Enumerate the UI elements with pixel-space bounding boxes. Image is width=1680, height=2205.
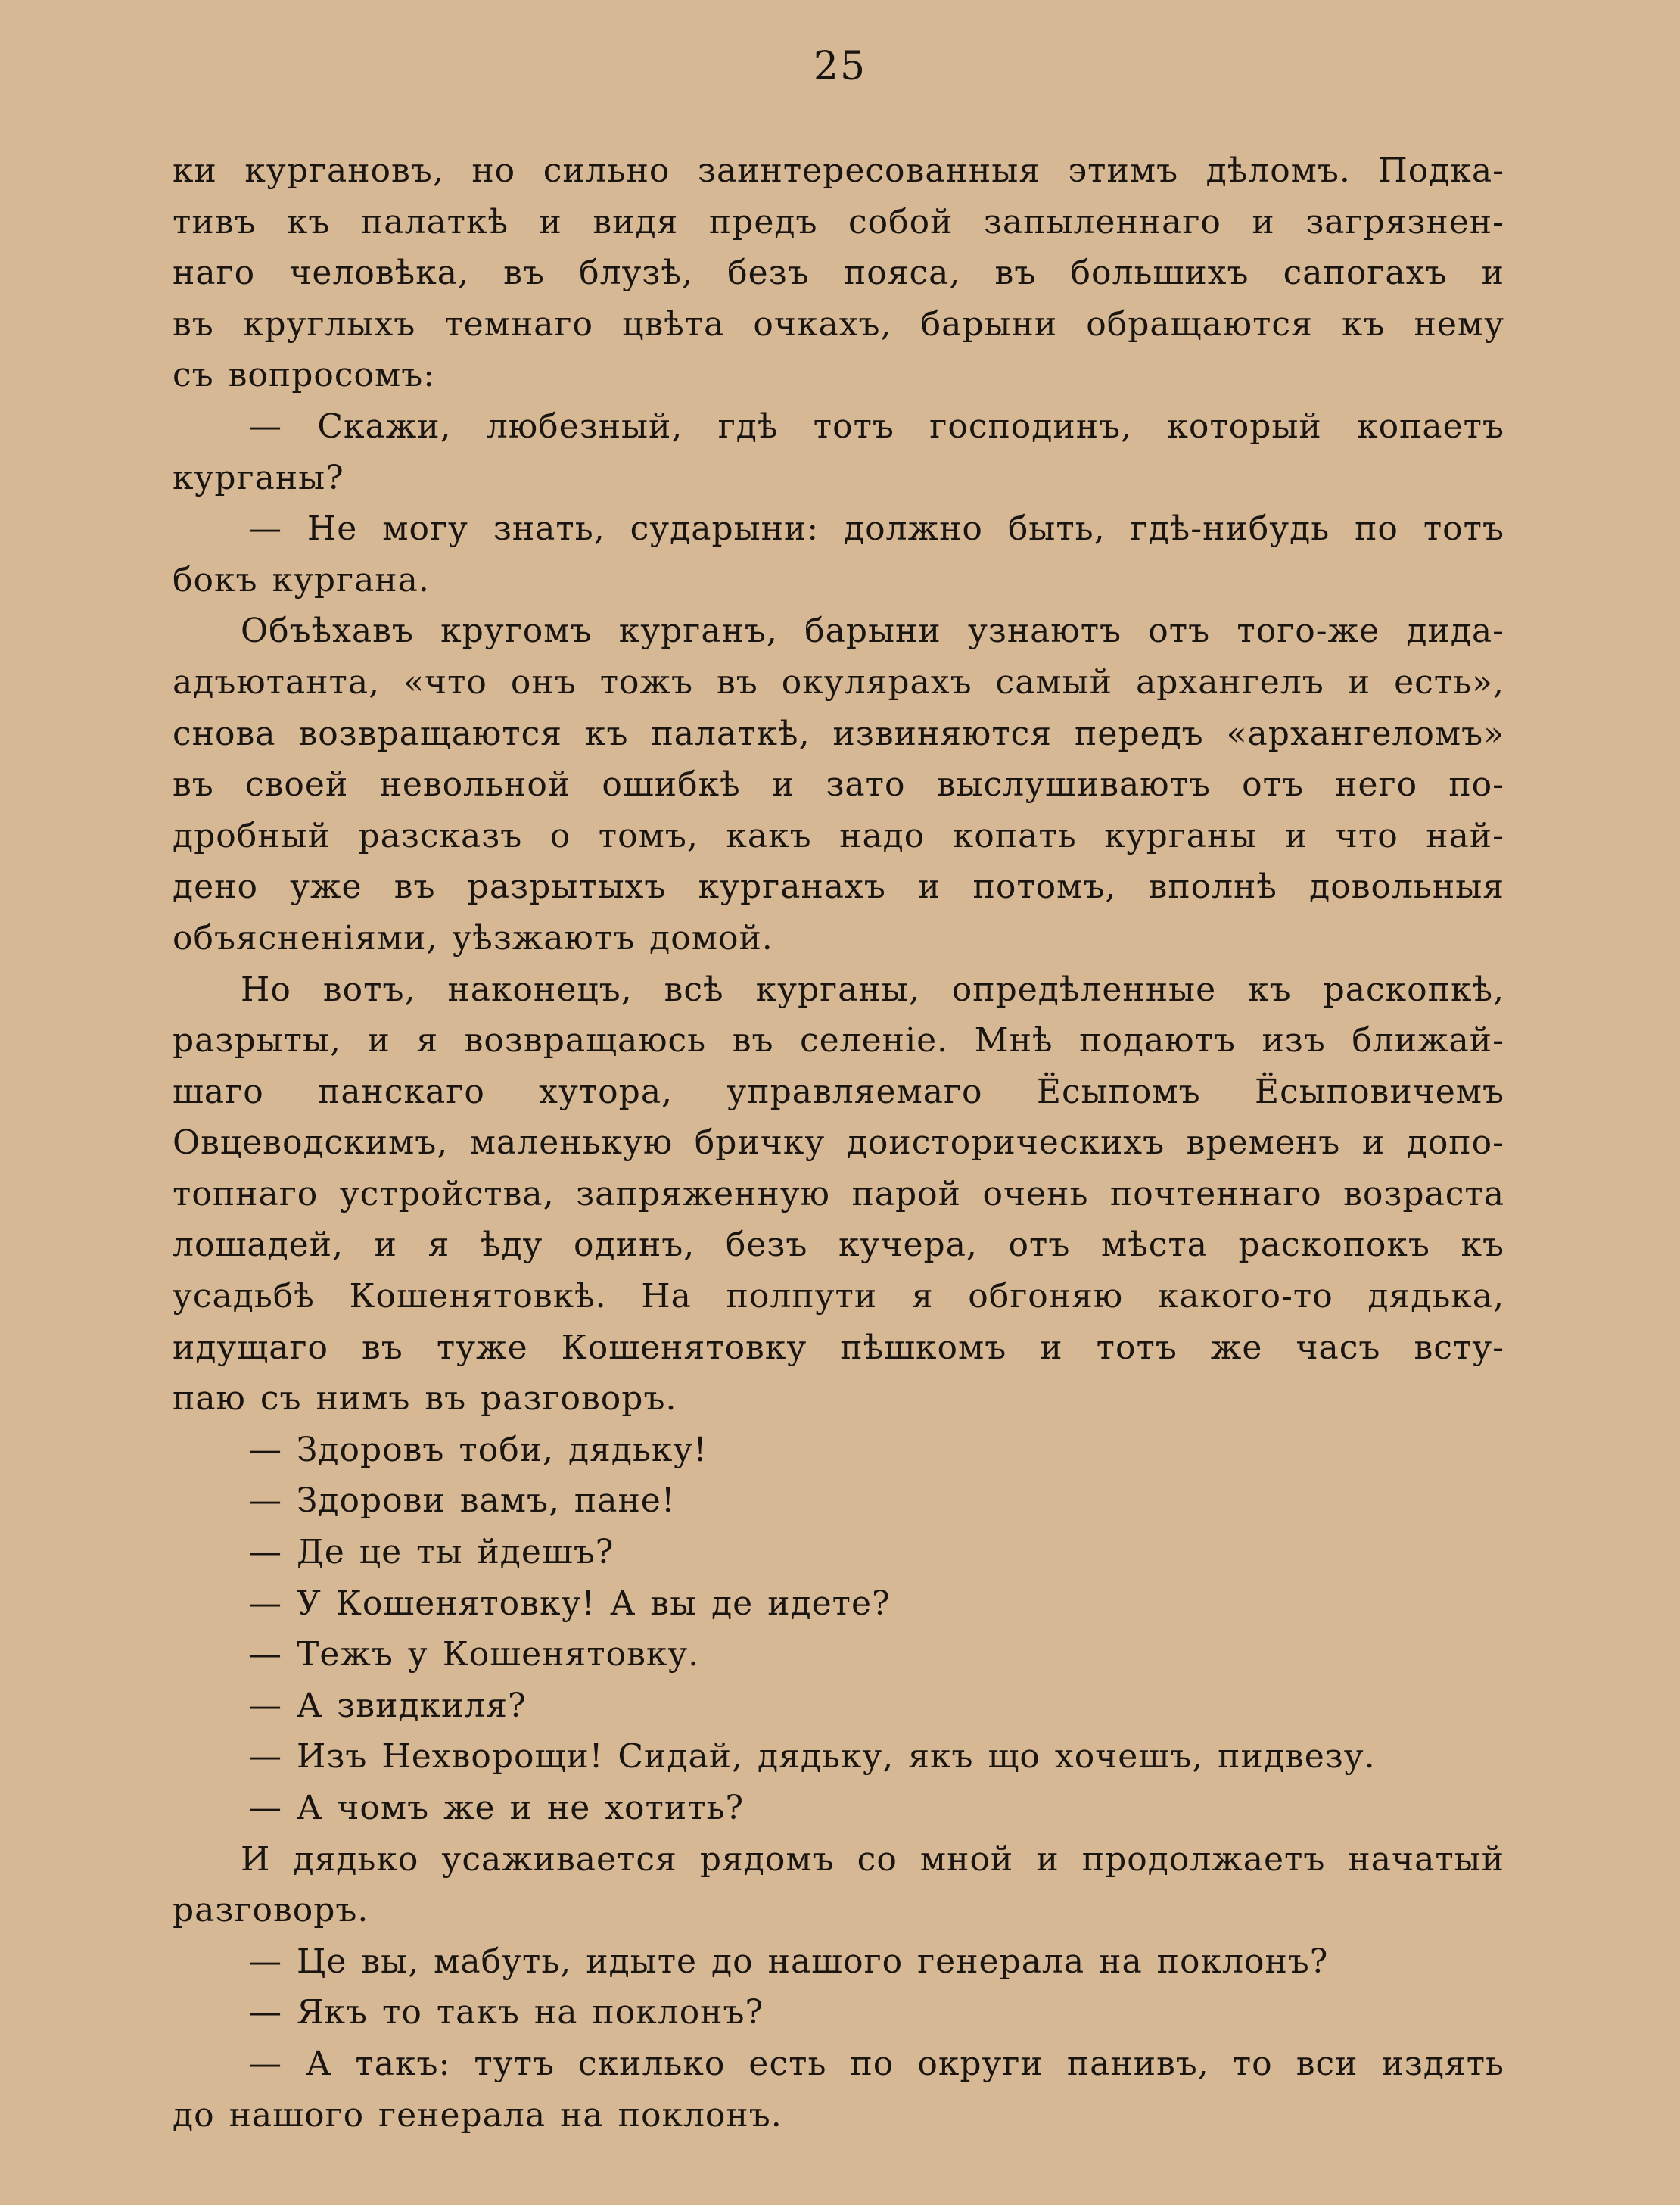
paragraph-start-line: Объѣхавъ кругомъ курганъ, барыни узнаютъ отъ того-же дида- xyxy=(241,612,1504,651)
body-text xyxy=(173,145,1504,2141)
text-line: тивъ къ палаткѣ и видя предъ собой запыленнаго и загрязнен- xyxy=(173,202,1504,241)
text-line: разговоръ. xyxy=(173,1891,369,1930)
dialogue-line: — Здоровъ тоби, дядьку! xyxy=(248,1430,708,1469)
dialogue-line: — А такъ: тутъ скилько есть по округи панивъ, то вси издять xyxy=(248,2044,1504,2083)
text-line: наго человѣка, въ блузѣ, безъ пояса, въ большихъ сапогахъ и xyxy=(173,254,1504,293)
text-line: разрыты, и я возвращаюсь въ селеніе. Мнѣ подаютъ изъ ближай- xyxy=(173,1021,1504,1060)
text-line: усадьбѣ Кошенятовкѣ. На полпути я обгоняю какого-то дядька, xyxy=(173,1277,1504,1316)
text-line: идущаго въ туже Кошенятовку пѣшкомъ и тотъ же часъ всту- xyxy=(173,1328,1504,1367)
dialogue-line: — Изъ Нехворощи! Сидай, дядьку, якъ що хочешъ, пидвезу. xyxy=(248,1737,1376,1777)
dialogue-line: — Не могу знать, сударыни: должно быть, гдѣ-нибудь по тотъ xyxy=(248,509,1504,549)
paragraph-start-line: И дядько усаживается рядомъ со мной и продолжаетъ начатый xyxy=(241,1839,1504,1879)
text-line: дробный разсказъ о томъ, какъ надо копать курганы и что най- xyxy=(173,816,1504,855)
paragraph-start-line: Но вотъ, наконецъ, всѣ курганы, опредѣленные къ раскопкѣ, xyxy=(241,970,1504,1009)
dialogue-line: — Якъ то такъ на поклонъ? xyxy=(248,1993,764,2032)
text-line: ки кургановъ, но сильно заинтересованныя этимъ дѣломъ. Подка- xyxy=(173,151,1504,190)
dialogue-line: — Це вы, мабуть, идыте до нашого генерала на поклонъ? xyxy=(248,1942,1329,1981)
text-line: дено уже въ разрытыхъ курганахъ и потомъ, вполнѣ довольныя xyxy=(173,867,1504,907)
text-line: съ вопросомъ: xyxy=(173,356,436,395)
page-number: 25 xyxy=(813,44,867,89)
dialogue-line: — А звидкиля? xyxy=(248,1686,527,1725)
text-line: адъютанта, «что онъ тожъ въ окулярахъ самый архангелъ и есть», xyxy=(173,662,1504,702)
text-line: Овцеводскимъ, маленькую бричку доисторическихъ временъ и допо- xyxy=(173,1123,1504,1163)
dialogue-line: — Тежъ у Кошенятовку. xyxy=(248,1635,700,1674)
dialogue-line: — У Кошенятовку! А вы де идете? xyxy=(248,1584,891,1623)
text-line: въ круглыхъ темнаго цвѣта очкахъ, барыни обращаются къ нему xyxy=(173,304,1504,344)
dialogue-line: — Де це ты йдешъ? xyxy=(248,1533,614,1572)
dialogue-line: — А чомъ же и не хотить? xyxy=(248,1789,745,1827)
text-line: топнаго устройства, запряженную парой очень почтеннаго возраста xyxy=(173,1174,1504,1213)
text-line: паю съ нимъ въ разговоръ. xyxy=(173,1379,677,1419)
text-line: объясненіями, уѣзжаютъ домой. xyxy=(173,918,773,958)
text-line: шаго панскаго хутора, управляемаго Ёсыпомъ Ёсыповичемъ xyxy=(173,1072,1504,1111)
text-line: курганы? xyxy=(173,458,344,497)
text-line: снова возвращаются къ палаткѣ, извиняются передъ «архангеломъ» xyxy=(173,714,1504,753)
text-line: бокъ кургана. xyxy=(173,560,430,600)
dialogue-line: — Скажи, любезный, гдѣ тотъ господинъ, который копаетъ xyxy=(248,406,1504,446)
text-line: въ своей невольной ошибкѣ и зато выслушиваютъ отъ него по- xyxy=(173,765,1504,805)
text-line: лошадей, и я ѣду одинъ, безъ кучера, отъ мѣста раскопокъ къ xyxy=(173,1226,1504,1265)
dialogue-line: — Здорови вамъ, пане! xyxy=(248,1481,676,1521)
text-line: до нашого генерала на поклонъ. xyxy=(173,2095,782,2135)
